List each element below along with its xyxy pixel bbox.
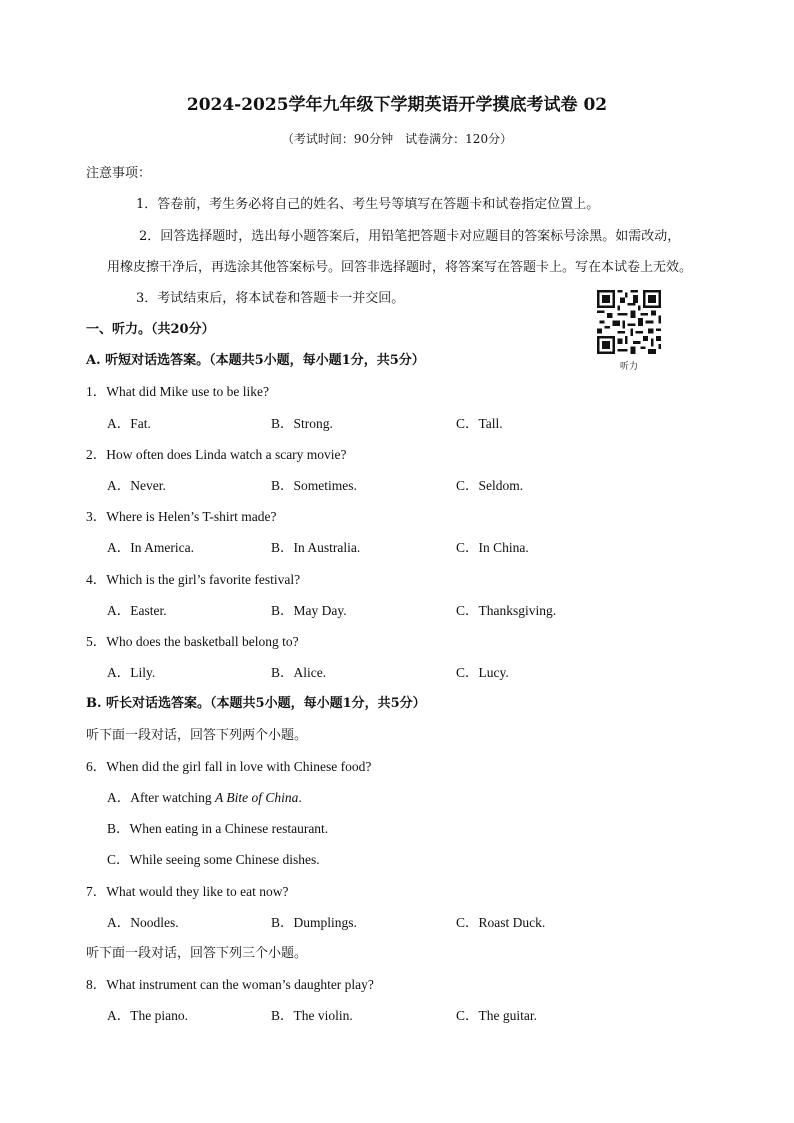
question-4-option-b: B．May Day. bbox=[271, 603, 347, 618]
question-5: 5．Who does the basketball belong to? bbox=[86, 634, 299, 649]
question-4: 4．Which is the girl’s favorite festival? bbox=[86, 572, 301, 587]
question-6-option-a: A．After watching A Bite of China. bbox=[107, 790, 302, 805]
exam-subtitle: （考试时间：90分钟 试卷满分：120分） bbox=[281, 132, 513, 146]
question-1-option-a: A．Fat. bbox=[107, 416, 151, 431]
question-5-option-c: C．Lucy. bbox=[456, 665, 509, 680]
dialogue-instruction-2: 听下面一段对话，回答下列三个小题。 bbox=[86, 946, 308, 961]
question-6-option-c: C．While seeing some Chinese dishes. bbox=[107, 852, 320, 867]
question-7-option-c: C．Roast Duck. bbox=[456, 915, 546, 930]
question-8-option-c: C．The guitar. bbox=[456, 1008, 537, 1023]
question-7-option-b: B．Dumplings. bbox=[271, 915, 357, 930]
question-6-option-a-title: A Bite of China bbox=[214, 790, 299, 805]
qr-label: 听力 bbox=[619, 362, 638, 372]
question-8-option-a: A．The piano. bbox=[107, 1008, 188, 1023]
notes-heading: 注意事项： bbox=[86, 166, 152, 181]
dialogue-instruction-1: 听下面一段对话，回答下列两个小题。 bbox=[86, 728, 308, 743]
question-2-option-b: B．Sometimes. bbox=[271, 478, 357, 493]
question-4-option-a: A．Easter. bbox=[107, 603, 167, 618]
question-5-option-b: B．Alice. bbox=[271, 665, 327, 680]
question-2-option-a: A．Never. bbox=[107, 478, 166, 493]
question-6: 6．When did the girl fall in love with Chinese food? bbox=[86, 759, 372, 774]
note-item-2-cont: 用橡皮擦干净后，再选涂其他答案标号。回答非选择题时，将答案写在答题卡上。写在本试卷上无效。 bbox=[107, 260, 693, 275]
question-6-option-b: B．When eating in a Chinese restaurant. bbox=[107, 821, 329, 836]
question-3-option-b: B．In Australia. bbox=[271, 540, 361, 555]
note-item-2: 2．回答选择题时，选出每小题答案后，用铅笔把答题卡对应题目的答案标号涂黑。如需改动， bbox=[139, 229, 681, 244]
question-2: 2．How often does Linda watch a scary movie? bbox=[86, 447, 347, 462]
part-b-heading: B. 听长对话选答案。（本题共5小题，每小题1分，共5分） bbox=[86, 696, 426, 711]
question-3-option-c: C．In China. bbox=[456, 540, 529, 555]
question-1: 1．What did Mike use to be like? bbox=[86, 384, 269, 399]
question-2-option-c: C．Seldom. bbox=[456, 478, 524, 493]
question-1-option-b: B．Strong. bbox=[271, 416, 333, 431]
question-1-option-c: C．Tall. bbox=[456, 416, 503, 431]
note-item-3: 3．考试结束后，将本试卷和答题卡一并交回。 bbox=[136, 291, 405, 306]
question-7-option-a: A．Noodles. bbox=[107, 915, 179, 930]
section-listening-title: 一、听力。（共20分） bbox=[86, 322, 215, 337]
question-3: 3．Where is Helen’s T-shirt made? bbox=[86, 509, 277, 524]
part-a-heading: A. 听短对话选答案。（本题共5小题，每小题1分，共5分） bbox=[86, 353, 425, 368]
note-item-1: 1．答卷前，考生务必将自己的姓名、考生号等填写在答题卡和试卷指定位置上。 bbox=[136, 197, 600, 212]
question-4-option-c: C．Thanksgiving. bbox=[456, 603, 557, 618]
exam-title: 2024-2025学年九年级下学期英语开学摸底考试卷 02 bbox=[186, 95, 608, 115]
question-7: 7．What would they like to eat now? bbox=[86, 884, 289, 899]
question-8-option-b: B．The violin. bbox=[271, 1008, 353, 1023]
question-8: 8．What instrument can the woman’s daughter play? bbox=[86, 977, 374, 992]
question-5-option-a: A．Lily. bbox=[107, 665, 156, 680]
qr-code-icon bbox=[597, 290, 661, 354]
question-3-option-a: A．In America. bbox=[107, 540, 194, 555]
